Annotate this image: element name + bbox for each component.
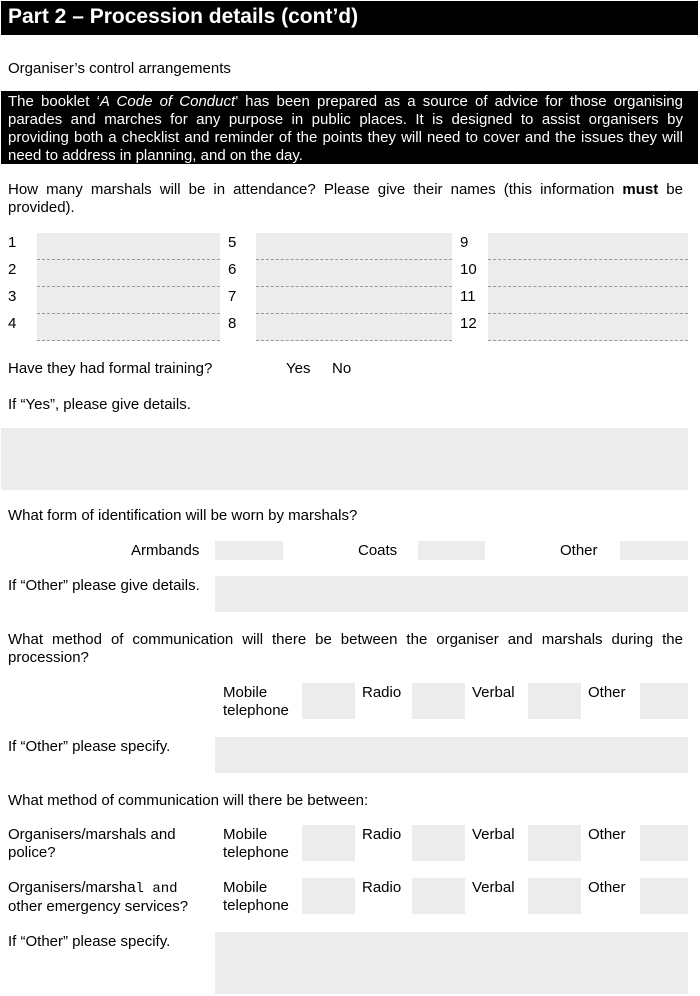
training-details-field[interactable] <box>1 428 688 490</box>
police-radio-checkbox[interactable] <box>412 825 465 861</box>
option-radio: Radio <box>362 684 402 701</box>
option-mobile-telephone: Mobile telephone <box>223 826 289 861</box>
option-verbal: Verbal <box>472 879 515 896</box>
mobile-telephone-checkbox[interactable] <box>302 683 355 719</box>
emergency-other-checkbox[interactable] <box>640 878 688 914</box>
emergency-radio-checkbox[interactable] <box>412 878 465 914</box>
communication-between-question: What method of communication will there be between: <box>8 792 369 809</box>
marshal-name-field-9[interactable] <box>488 233 688 260</box>
marshal-name-field-4[interactable] <box>37 314 220 341</box>
option-other: Other <box>588 684 626 701</box>
marshal-name-field-2[interactable] <box>37 260 220 287</box>
identification-question: What form of identification will be worn by marshals? <box>8 507 358 524</box>
option-verbal: Verbal <box>472 684 515 701</box>
marshal-name-field-3[interactable] <box>37 287 220 314</box>
marshal-name-field-10[interactable] <box>488 260 688 287</box>
communication-marshals-question: What method of communication will there be between the organiser and marshals during the procession? <box>8 631 683 666</box>
marshal-number: 4 <box>8 315 17 332</box>
marshal-number: 7 <box>228 288 237 305</box>
marshal-name-field-6[interactable] <box>256 260 452 287</box>
marshal-name-field-7[interactable] <box>256 287 452 314</box>
communication-other-field[interactable] <box>215 737 688 773</box>
marshals-question: How many marshals will be in attendance? Please give their names (this information must be provided). <box>8 181 683 216</box>
marshal-name-field-1[interactable] <box>37 233 220 260</box>
marshal-name-field-12[interactable] <box>488 314 688 341</box>
emergency-verbal-checkbox[interactable] <box>528 878 581 914</box>
option-verbal: Verbal <box>472 826 515 843</box>
marshal-name-field-5[interactable] <box>256 233 452 260</box>
marshal-number: 2 <box>8 261 17 278</box>
marshal-number: 9 <box>460 234 469 251</box>
police-mobile-telephone-checkbox[interactable] <box>302 825 355 861</box>
communication-between-other-prompt: If “Other” please specify. <box>8 933 171 950</box>
coats-checkbox[interactable] <box>418 541 485 560</box>
section-title: Organiser’s control arrangements <box>8 60 231 77</box>
option-radio: Radio <box>362 826 402 843</box>
training-details-prompt: If “Yes”, please give details. <box>8 396 191 413</box>
identification-other-details-field[interactable] <box>215 576 688 612</box>
option-other: Other <box>588 879 626 896</box>
option-mobile-telephone: Mobile telephone <box>223 684 289 719</box>
marshal-name-field-8[interactable] <box>256 314 452 341</box>
identification-option-coats: Coats <box>358 542 398 559</box>
marshal-name-field-11[interactable] <box>488 287 688 314</box>
option-mobile-telephone: Mobile telephone <box>223 879 289 914</box>
identification-option-armbands: Armbands <box>131 542 200 559</box>
armbands-checkbox[interactable] <box>215 541 283 560</box>
option-radio: Radio <box>362 879 402 896</box>
identification-other-checkbox[interactable] <box>620 541 688 560</box>
identification-other-prompt: If “Other” please give details. <box>8 577 200 594</box>
page-title: Part 2 – Procession details (cont’d) <box>8 5 359 28</box>
police-row-label: Organisers/marshals and police? <box>8 826 176 861</box>
other-checkbox[interactable] <box>640 683 688 719</box>
training-question: Have they had formal training? <box>8 360 213 377</box>
emergency-services-row-label: Organisers/marshal and other emergency services? <box>8 879 189 915</box>
marshal-number: 1 <box>8 234 17 251</box>
identification-option-other: Other <box>560 542 598 559</box>
marshal-number: 12 <box>460 315 477 332</box>
verbal-checkbox[interactable] <box>528 683 581 719</box>
marshal-number: 11 <box>460 288 476 305</box>
training-no-option[interactable]: No <box>332 360 352 377</box>
marshal-number: 3 <box>8 288 17 305</box>
notice-text: The booklet ‘A Code of Conduct’ has been prepared as a source of advice for those organising parades and marches for any purpose in public places. It is designed to assist organisers by providing both a checklist and reminder of the points they will need to cover and the issues they will need to address in planning, and on the day. <box>8 93 683 164</box>
booklet-title: A Code of Conduct <box>99 93 236 110</box>
marshal-number: 8 <box>228 315 237 332</box>
marshal-number: 10 <box>460 261 477 278</box>
marshal-number: 5 <box>228 234 237 251</box>
police-other-checkbox[interactable] <box>640 825 688 861</box>
police-verbal-checkbox[interactable] <box>528 825 581 861</box>
communication-other-prompt: If “Other” please specify. <box>8 738 171 755</box>
marshal-number: 6 <box>228 261 237 278</box>
training-yes-option[interactable]: Yes <box>286 360 311 377</box>
emergency-mobile-telephone-checkbox[interactable] <box>302 878 355 914</box>
option-other: Other <box>588 826 626 843</box>
communication-between-other-field[interactable] <box>215 932 688 994</box>
radio-checkbox[interactable] <box>412 683 465 719</box>
